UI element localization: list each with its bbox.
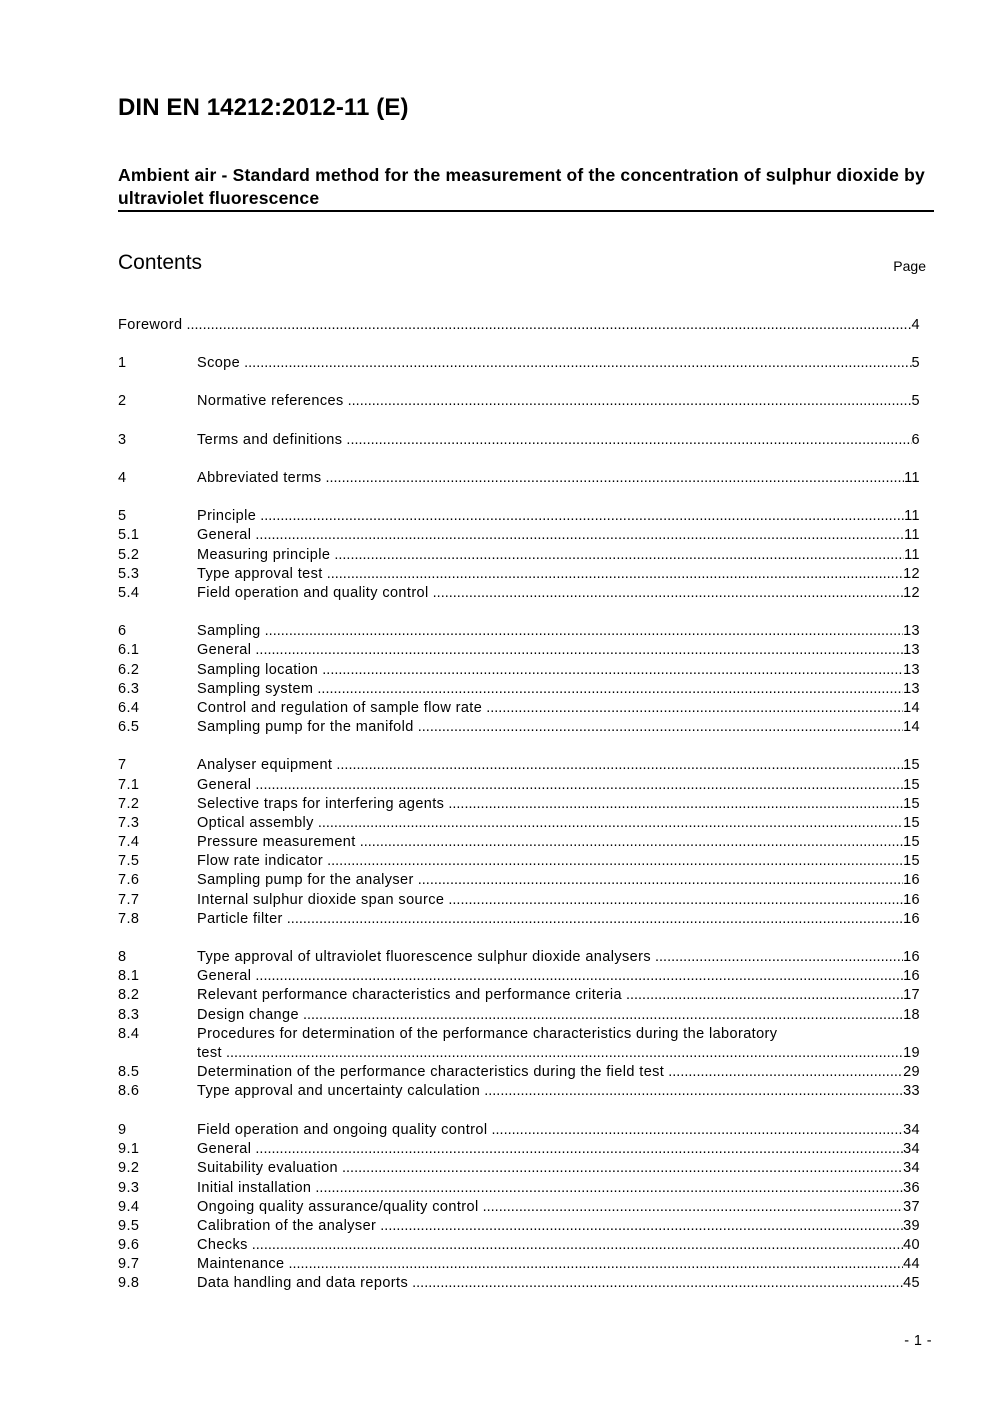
toc-page-number: 40 xyxy=(903,1237,920,1253)
toc-entry-line xyxy=(197,1063,920,1082)
toc-entry-line xyxy=(197,967,920,986)
toc-dot-leader xyxy=(186,316,911,335)
toc-page-number: 15 xyxy=(903,796,920,812)
toc-section-number: 3 xyxy=(118,432,127,448)
toc-section-number: 9.8 xyxy=(118,1275,140,1291)
toc-entry[interactable] xyxy=(118,891,920,910)
toc-page-number: 4 xyxy=(911,317,920,333)
toc-page-number: 15 xyxy=(903,815,920,831)
toc-section-title: Relevant performance characteristics and performance criteria xyxy=(197,987,622,1003)
toc-entry-line xyxy=(197,1236,920,1255)
toc-entry[interactable] xyxy=(118,986,920,1005)
toc-section-title: General xyxy=(197,1141,252,1157)
toc-dot-leader xyxy=(448,795,903,814)
toc-page-number: 34 xyxy=(903,1160,920,1176)
toc-section-title: Type approval and uncertainty calculation xyxy=(197,1083,481,1099)
toc-entry-line xyxy=(197,1179,920,1198)
toc-page-number: 29 xyxy=(903,1064,920,1080)
toc-entry-line xyxy=(197,507,920,526)
toc-section-number: 9.5 xyxy=(118,1218,140,1234)
toc-page-number: 18 xyxy=(903,1007,920,1023)
toc-section-number: 1 xyxy=(118,355,127,371)
toc-entry[interactable] xyxy=(118,1140,920,1159)
toc-entry-line xyxy=(197,718,920,737)
toc-section-number: 6.2 xyxy=(118,662,140,678)
toc-entry-line xyxy=(197,986,920,1005)
toc-section-title: Type approval test xyxy=(197,566,323,582)
footer-page-number: - 1 - xyxy=(904,1333,932,1349)
toc-section-title: Analyser equipment xyxy=(197,757,333,773)
toc-entry-line xyxy=(197,354,920,373)
toc-section-title: General xyxy=(197,777,252,793)
toc-dot-leader xyxy=(226,1044,903,1063)
toc-dot-leader xyxy=(255,526,904,545)
toc-entry[interactable] xyxy=(118,1217,920,1236)
toc-entry-line xyxy=(197,776,920,795)
toc-dot-leader xyxy=(418,871,903,890)
toc-dot-leader xyxy=(327,852,903,871)
toc-page-number: 14 xyxy=(903,719,920,735)
toc-section-title: Terms and definitions xyxy=(197,432,343,448)
toc-page-number: 34 xyxy=(903,1141,920,1157)
toc-section-number: 6 xyxy=(118,623,127,639)
toc-page-number: 34 xyxy=(903,1122,920,1138)
toc-page-number: 16 xyxy=(903,968,920,984)
toc-section-title: Control and regulation of sample flow rate xyxy=(197,700,483,716)
toc-section-number: 7.1 xyxy=(118,777,140,793)
toc-entry[interactable] xyxy=(118,680,920,699)
toc-section-title: Principle xyxy=(197,508,257,524)
toc-section-title-continued: test xyxy=(197,1045,222,1061)
toc-dot-leader xyxy=(317,680,903,699)
toc-page-number: 39 xyxy=(903,1218,920,1234)
toc-section-title: General xyxy=(197,642,252,658)
toc-section-title: Sampling xyxy=(197,623,261,639)
toc-entry-line xyxy=(197,1198,920,1217)
toc-page-number: 33 xyxy=(903,1083,920,1099)
toc-entry[interactable] xyxy=(118,1159,920,1178)
toc-section-title: Measuring principle xyxy=(197,547,331,563)
toc-entry[interactable] xyxy=(118,1236,920,1255)
toc-section-title: Scope xyxy=(197,355,241,371)
toc-entry[interactable] xyxy=(118,354,920,373)
toc-dot-leader xyxy=(412,1274,903,1293)
toc-dot-leader xyxy=(318,814,903,833)
toc-page-number: 15 xyxy=(903,757,920,773)
toc-page-number: 16 xyxy=(903,892,920,908)
toc-entry-line xyxy=(197,546,920,565)
toc-section-number: 8 xyxy=(118,949,127,965)
toc-entry[interactable] xyxy=(118,1121,920,1140)
toc-dot-leader xyxy=(255,641,903,660)
toc-section-title: Sampling location xyxy=(197,662,319,678)
toc-section-title: Suitability evaluation xyxy=(197,1160,338,1176)
toc-section-number: 6.4 xyxy=(118,700,140,716)
toc-page-number: 16 xyxy=(903,949,920,965)
toc-section-number: 9.1 xyxy=(118,1141,140,1157)
toc-entry[interactable] xyxy=(118,641,920,660)
toc-page-number: 12 xyxy=(903,566,920,582)
toc-dot-leader xyxy=(486,699,903,718)
toc-section-number: 9.2 xyxy=(118,1160,140,1176)
toc-dot-leader xyxy=(327,565,903,584)
toc-page-number: 11 xyxy=(904,547,920,563)
toc-page-number: 16 xyxy=(903,872,920,888)
toc-dot-leader xyxy=(484,1082,903,1101)
contents-heading: Contents xyxy=(118,251,203,274)
toc-section-number: 8.1 xyxy=(118,968,140,984)
toc-page-number: 13 xyxy=(903,681,920,697)
toc-section-title: Sampling system xyxy=(197,681,314,697)
toc-section-title: Flow rate indicator xyxy=(197,853,324,869)
toc-entry-line xyxy=(197,948,920,967)
toc-section-number: 8.4 xyxy=(118,1026,140,1042)
toc-section-number: 7.7 xyxy=(118,892,140,908)
toc-section-number: 8.2 xyxy=(118,987,140,1003)
toc-dot-leader xyxy=(668,1063,903,1082)
toc-entry-line xyxy=(197,680,920,699)
toc-section-title: Field operation and quality control xyxy=(197,585,429,601)
toc-entry-line xyxy=(197,565,920,584)
toc-dot-leader xyxy=(260,507,904,526)
toc-entry-line xyxy=(197,1159,920,1178)
toc-entry-line xyxy=(197,852,920,871)
toc-entry[interactable] xyxy=(118,814,920,833)
toc-page-number: 15 xyxy=(903,834,920,850)
toc-dot-leader xyxy=(255,967,903,986)
toc-entry-line xyxy=(197,1217,920,1236)
toc-entry[interactable] xyxy=(118,871,920,890)
toc-page-number: 6 xyxy=(911,432,920,448)
toc-dot-leader xyxy=(315,1179,903,1198)
toc-entry[interactable] xyxy=(118,526,920,545)
toc-entry[interactable] xyxy=(118,1274,920,1293)
toc-dot-leader xyxy=(325,469,904,488)
toc-section-title: Abbreviated terms xyxy=(197,470,322,486)
toc-dot-leader xyxy=(626,986,903,1005)
toc-entry-line xyxy=(197,814,920,833)
toc-page-number: 15 xyxy=(903,853,920,869)
toc-section-number: 7.5 xyxy=(118,853,140,869)
toc-entry[interactable] xyxy=(118,776,920,795)
toc-entry[interactable] xyxy=(118,316,920,335)
toc-section-title: Foreword xyxy=(118,317,183,333)
toc-section-title: Selective traps for interfering agents xyxy=(197,796,445,812)
toc-entry-line xyxy=(197,1082,920,1101)
toc-section-number: 5.4 xyxy=(118,585,140,601)
toc-section-number: 8.5 xyxy=(118,1064,140,1080)
toc-section-title: Sampling pump for the manifold xyxy=(197,719,414,735)
toc-page-number: 13 xyxy=(903,662,920,678)
toc-section-number: 6.3 xyxy=(118,681,140,697)
toc-section-number: 9.6 xyxy=(118,1237,140,1253)
toc-page-number: 11 xyxy=(904,508,920,524)
toc-section-number: 9 xyxy=(118,1122,127,1138)
toc-section-title: Ongoing quality assurance/quality control xyxy=(197,1199,479,1215)
toc-dot-leader xyxy=(255,1140,903,1159)
document-title: DIN EN 14212:2012-11 (E) xyxy=(118,94,409,121)
toc-page-number: 13 xyxy=(903,642,920,658)
toc-section-number: 7.4 xyxy=(118,834,140,850)
toc-entry[interactable] xyxy=(118,948,920,967)
toc-section-title: Sampling pump for the analyser xyxy=(197,872,414,888)
toc-entry[interactable] xyxy=(118,756,920,775)
toc-entry-line xyxy=(197,584,920,603)
toc-page-number: 16 xyxy=(903,911,920,927)
toc-section-title: Maintenance xyxy=(197,1256,285,1272)
toc-entry-line xyxy=(197,1121,920,1140)
title-rule xyxy=(118,210,934,212)
toc-section-title: Optical assembly xyxy=(197,815,314,831)
toc-entry[interactable] xyxy=(118,1063,920,1082)
toc-section-title: General xyxy=(197,968,252,984)
toc-page-number: 45 xyxy=(903,1275,920,1291)
toc-entry-line xyxy=(197,392,920,411)
toc-entry[interactable] xyxy=(118,431,920,450)
toc-entry-line xyxy=(197,756,920,775)
toc-section-title: Procedures for determination of the performance characteristics during the laboratory xyxy=(197,1026,778,1042)
toc-section-title: Checks xyxy=(197,1237,248,1253)
toc-dot-leader xyxy=(334,546,904,565)
toc-section-number: 6.1 xyxy=(118,642,140,658)
toc-entry[interactable] xyxy=(118,833,920,852)
toc-page-number: 17 xyxy=(903,987,920,1003)
toc-dot-leader xyxy=(491,1121,903,1140)
toc-section-number: 9.7 xyxy=(118,1256,140,1272)
toc-dot-leader xyxy=(433,584,903,603)
toc-dot-leader xyxy=(322,661,903,680)
document-subtitle: Ambient air - Standard method for the measurement of the concentration of sulphur dioxide by ultraviolet fluorescence xyxy=(118,165,925,208)
toc-page-number: 11 xyxy=(904,527,920,543)
toc-section-title: Initial installation xyxy=(197,1180,312,1196)
toc-entry-line xyxy=(197,469,920,488)
toc-entry[interactable] xyxy=(118,1179,920,1198)
toc-section-title: Determination of the performance characteristics during the field test xyxy=(197,1064,665,1080)
toc-entry-line xyxy=(197,431,920,450)
toc-entry[interactable] xyxy=(118,795,920,814)
toc-section-title: Design change xyxy=(197,1007,299,1023)
toc-entry-line xyxy=(197,699,920,718)
toc-page-number: 19 xyxy=(903,1045,920,1061)
toc-entry-line xyxy=(118,316,920,335)
toc-entry[interactable] xyxy=(118,1025,920,1044)
toc-entry[interactable] xyxy=(118,718,920,737)
toc-page-number: 12 xyxy=(903,585,920,601)
toc-section-number: 7 xyxy=(118,757,127,773)
toc-section-number: 5.2 xyxy=(118,547,140,563)
toc-section-title: Data handling and data reports xyxy=(197,1275,409,1291)
toc-entry[interactable] xyxy=(118,1006,920,1025)
toc-dot-leader xyxy=(336,756,903,775)
toc-entry[interactable] xyxy=(118,546,920,565)
toc-section-number: 4 xyxy=(118,470,127,486)
toc-section-number: 6.5 xyxy=(118,719,140,735)
toc-section-number: 9.4 xyxy=(118,1199,140,1215)
toc-dot-leader xyxy=(265,622,903,641)
toc-entry-line xyxy=(197,641,920,660)
toc-dot-leader xyxy=(287,910,903,929)
toc-entry-line xyxy=(197,1140,920,1159)
toc-dot-leader xyxy=(288,1255,903,1274)
toc-page-number: 14 xyxy=(903,700,920,716)
toc-entry[interactable] xyxy=(118,967,920,986)
toc-dot-leader xyxy=(346,431,911,450)
toc-entry[interactable] xyxy=(118,910,920,929)
toc-entry[interactable] xyxy=(118,1082,920,1101)
toc-section-number: 7.6 xyxy=(118,872,140,888)
toc-page-number: 13 xyxy=(903,623,920,639)
toc-section-number: 8.3 xyxy=(118,1007,140,1023)
toc-entry[interactable] xyxy=(118,622,920,641)
toc-dot-leader xyxy=(418,718,903,737)
toc-entry[interactable] xyxy=(118,392,920,411)
toc-entry-line xyxy=(197,1044,920,1063)
toc-page-number: 44 xyxy=(903,1256,920,1272)
toc-page-number: 11 xyxy=(904,470,920,486)
toc-entry[interactable] xyxy=(118,1198,920,1217)
toc-entry[interactable] xyxy=(118,469,920,488)
toc-section-number: 5.3 xyxy=(118,566,140,582)
toc-section-title: Calibration of the analyser xyxy=(197,1218,377,1234)
toc-page-number: 5 xyxy=(911,355,920,371)
toc-page-number: 5 xyxy=(911,393,920,409)
toc-entry[interactable] xyxy=(118,584,920,603)
toc-entry[interactable] xyxy=(118,565,920,584)
toc-section-number: 5 xyxy=(118,508,127,524)
toc-entry-line xyxy=(197,795,920,814)
toc-entry-line xyxy=(197,891,920,910)
toc-dot-leader xyxy=(380,1217,903,1236)
toc-entry[interactable] xyxy=(118,507,920,526)
toc-dot-leader xyxy=(348,392,912,411)
toc-entry-line xyxy=(197,1255,920,1274)
toc-section-number: 7.3 xyxy=(118,815,140,831)
toc-entry-line xyxy=(197,622,920,641)
toc-section-title: Normative references xyxy=(197,393,344,409)
toc-dot-leader xyxy=(252,1236,903,1255)
toc-entry[interactable] xyxy=(118,852,920,871)
toc-page-number: 15 xyxy=(903,777,920,793)
toc-entry-line xyxy=(197,871,920,890)
toc-entry[interactable] xyxy=(118,699,920,718)
page-column-label: Page xyxy=(893,258,926,274)
toc-entry-continuation[interactable] xyxy=(118,1044,920,1063)
toc-dot-leader xyxy=(483,1198,903,1217)
toc-dot-leader xyxy=(303,1006,903,1025)
toc-section-title: General xyxy=(197,527,252,543)
toc-entry-line xyxy=(197,833,920,852)
toc-dot-leader xyxy=(448,891,903,910)
toc-section-number: 7.2 xyxy=(118,796,140,812)
toc-section-title: Internal sulphur dioxide span source xyxy=(197,892,445,908)
toc-dot-leader xyxy=(255,776,903,795)
toc-section-number: 5.1 xyxy=(118,527,140,543)
toc-dot-leader xyxy=(244,354,911,373)
toc-section-number: 7.8 xyxy=(118,911,140,927)
toc-dot-leader xyxy=(342,1159,903,1178)
toc-section-number: 9.3 xyxy=(118,1180,140,1196)
toc-page-number: 36 xyxy=(903,1180,920,1196)
toc-entry-line xyxy=(197,661,920,680)
toc-entry[interactable] xyxy=(118,661,920,680)
toc-section-title: Type approval of ultraviolet fluorescence sulphur dioxide analysers xyxy=(197,949,651,965)
toc-entry-line xyxy=(197,526,920,545)
toc-section-title: Particle filter xyxy=(197,911,283,927)
toc-dot-leader xyxy=(655,948,903,967)
toc-entry-line xyxy=(197,910,920,929)
toc-section-number: 2 xyxy=(118,393,127,409)
toc-section-number: 8.6 xyxy=(118,1083,140,1099)
toc-entry-line xyxy=(197,1274,920,1293)
toc-section-title: Pressure measurement xyxy=(197,834,356,850)
toc-entry[interactable] xyxy=(118,1255,920,1274)
toc-entry-line xyxy=(197,1006,920,1025)
toc-section-title: Field operation and ongoing quality control xyxy=(197,1122,488,1138)
toc-page-number: 37 xyxy=(903,1199,920,1215)
toc-dot-leader xyxy=(360,833,903,852)
